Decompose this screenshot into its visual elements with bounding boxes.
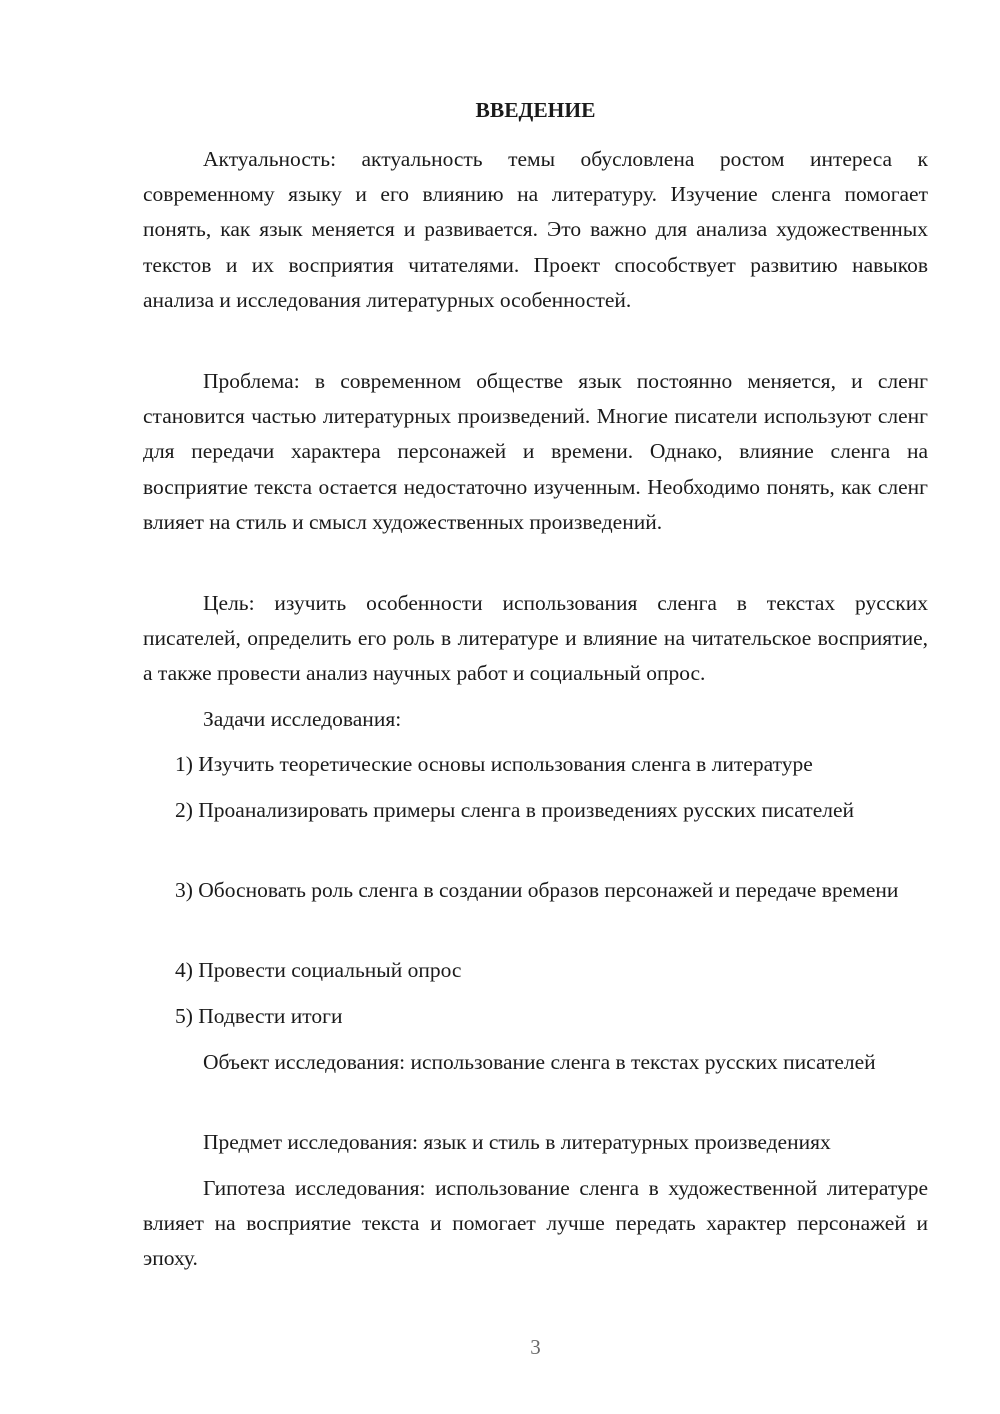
subject-paragraph: Предмет исследования: язык и стиль в литературных произведениях xyxy=(203,1130,831,1154)
page-number: 3 xyxy=(530,1335,541,1359)
task-item-5: 5) Подвести итоги xyxy=(175,1004,343,1028)
object-paragraph: Объект исследования: использование сленга в текстах русских писателей xyxy=(203,1050,876,1074)
task-item-2: 2) Проанализировать примеры сленга в произведениях русских писателей xyxy=(175,798,855,822)
document-page xyxy=(143,0,928,1414)
task-item-1: 1) Изучить теоретические основы использования сленга в литературе xyxy=(175,752,813,776)
task-item-4: 4) Провести социальный опрос xyxy=(175,958,462,982)
relevance-paragraph: Актуальность: актуальность темы обусловлена ростом интереса к современному языку и его влиянию на литературу. Изучение сленга помогает понять, как язык меняется и развивается. Это важно для анализа художественных текстов и их восприятия читателями. Проект способствует развитию навыков анализа и исследования литературных особенностей. xyxy=(143,147,928,312)
problem-paragraph: Проблема: в современном обществе язык постоянно меняется, и сленг становится частью литературных произведений. Многие писатели используют сленг для передачи характера персонажей и времени. Однако, влияние сленга на восприятие текста остается недостаточно изученным. Необходимо понять, как сленг влияет на стиль и смысл художественных произведений. xyxy=(143,369,928,534)
section-title: ВВЕДЕНИЕ xyxy=(475,98,596,122)
tasks-heading: Задачи исследования: xyxy=(203,707,402,731)
hypothesis-paragraph: Гипотеза исследования: использование сленга в художественной литературе влияет на восприятие текста и помогает лучше передать характер персонажей и эпоху. xyxy=(143,1176,928,1271)
task-item-3: 3) Обосновать роль сленга в создании образов персонажей и передаче времени xyxy=(175,878,899,902)
goal-paragraph: Цель: изучить особенности использования сленга в текстах русских писателей, определить его роль в литературе и влияние на читательское восприятие, а также провести анализ научных работ и социальный опрос. xyxy=(143,591,928,686)
